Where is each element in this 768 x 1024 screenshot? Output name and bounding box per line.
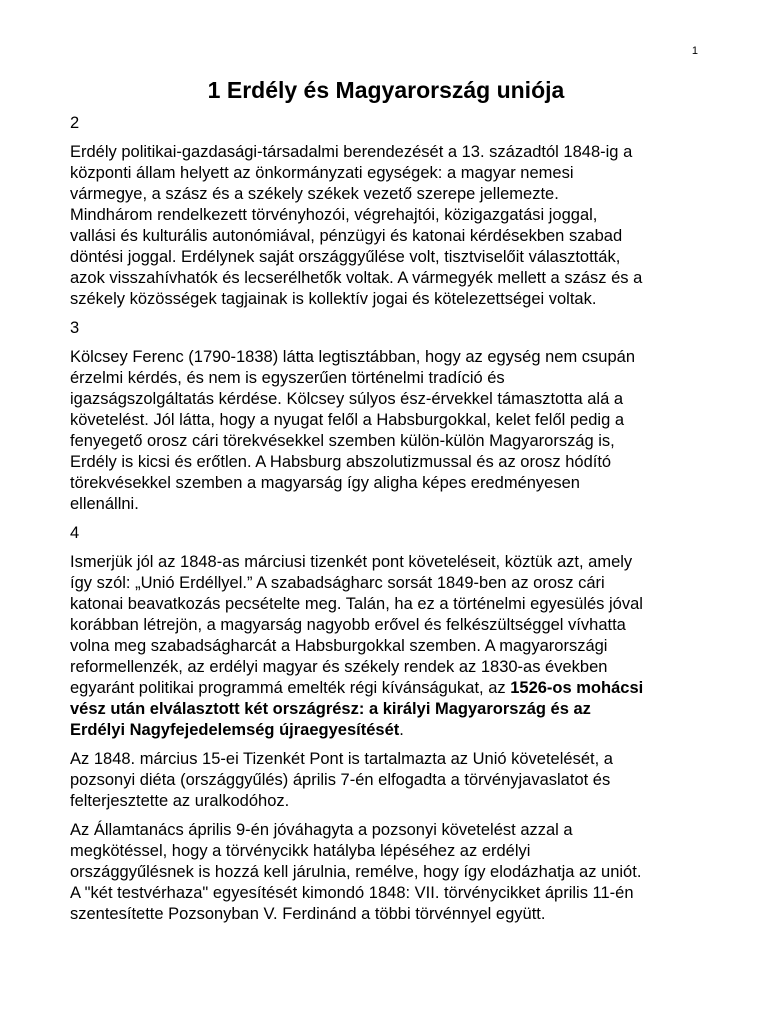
paragraph-text: .: [399, 721, 404, 739]
section-number: 4: [70, 524, 80, 542]
emphasized-text: 1526-os mohácsi vész után elválasztott két országrész: a királyi Magyarország és az Erdélyi Nagyfejedelemség újraegyesítését: [70, 679, 644, 739]
section-number: 2: [70, 114, 80, 132]
paragraph: Az 1848. március 15-ei Tizenkét Pont is tartalmazta az Unió követelését, a pozsonyi diéta (országgyűlés) április 7-én elfogadta a törvényjavaslatot és felterjesztette az uralkodóhoz.: [70, 750, 613, 810]
section-paragraph: [70, 552, 702, 741]
section-paragraph: Kölcsey Ferenc (1790-1838) látta legtisztábban, hogy az egység nem csupán érzelmi kérdés, és nem is egyszerűen történelmi tradíció és igazságszolgáltatás kérdése. Kölcsey súlyos ész-érvekkel támasztotta alá a követelést. Jól látta, hogy a nyugat felől a Habsburgokkal, kelet felől pedig a fenyegető orosz cári törekvésekkel szemben külön-külön Magyarország is, Erdély is kicsi és erőtlen. A Habsburg abszolutizmussal és az orosz hódító törekvésekkel szemben a magyarság így aligha képes eredményesen ellenállni.: [70, 348, 636, 513]
page-number: 1: [691, 45, 698, 57]
document-body: [70, 75, 702, 933]
section-number: 3: [70, 319, 80, 337]
section-paragraph: Erdély politikai-gazdasági-társadalmi berendezését a 13. századtól 1848-ig a központi állam helyett az önkormányzati egységek: a magyar nemesi vármegye, a szász és a székely székek vezető szerepe jellemezte. Mindhárom rendelkezett törvényhozói, végrehajtói, közigazgatási joggal, vallási és kulturális autonómiával, pénzügyi és katonai kérdésekben szabad döntési joggal. Erdélynek saját országgyűlése volt, tisztviselőit választották, azok visszahívhatók és lecserélhetők voltak. A vármegyék mellett a szász és a székely közösségek tagjainak is kollektív jogai és kötelezettségei voltak.: [70, 143, 643, 308]
document-title: 1 Erdély és Magyarország uniója: [207, 77, 565, 103]
paragraph: Az Államtanács április 9-én jóváhagyta a pozsonyi követelést azzal a megkötéssel, hogy a törvénycikk hatályba lépéséhez az erdélyi országgyűlésnek is hozzá kell járulnia, remélve, hogy így elodázhatja az uniót. A "két testvérhaza" egyesítését kimondó 1848: VII. törvénycikket április 11-én szentesítette Pozsonyban V. Ferdinánd a többi törvénnyel együtt.: [70, 821, 642, 923]
paragraph-text: Ismerjük jól az 1848-as márciusi tizenkét pont követeléseit, köztük azt, amely így szól: „Unió Erdéllyel.” A szabadságharc sorsát 1849-ben az orosz cári katonai beavatkozás pecsételte meg. Talán, ha ez a történelmi egyesülés jóval korábban létrejön, a magyarság nagyobb erővel és felkészültséggel vívhatta volna meg szabadságharcát a Habsburgokkal szemben. A magyarországi reformellenzék, az erdélyi magyar és székely rendek az 1830-as években egyaránt politikai programmá emelték régi kívánságukat, az: [70, 553, 643, 697]
